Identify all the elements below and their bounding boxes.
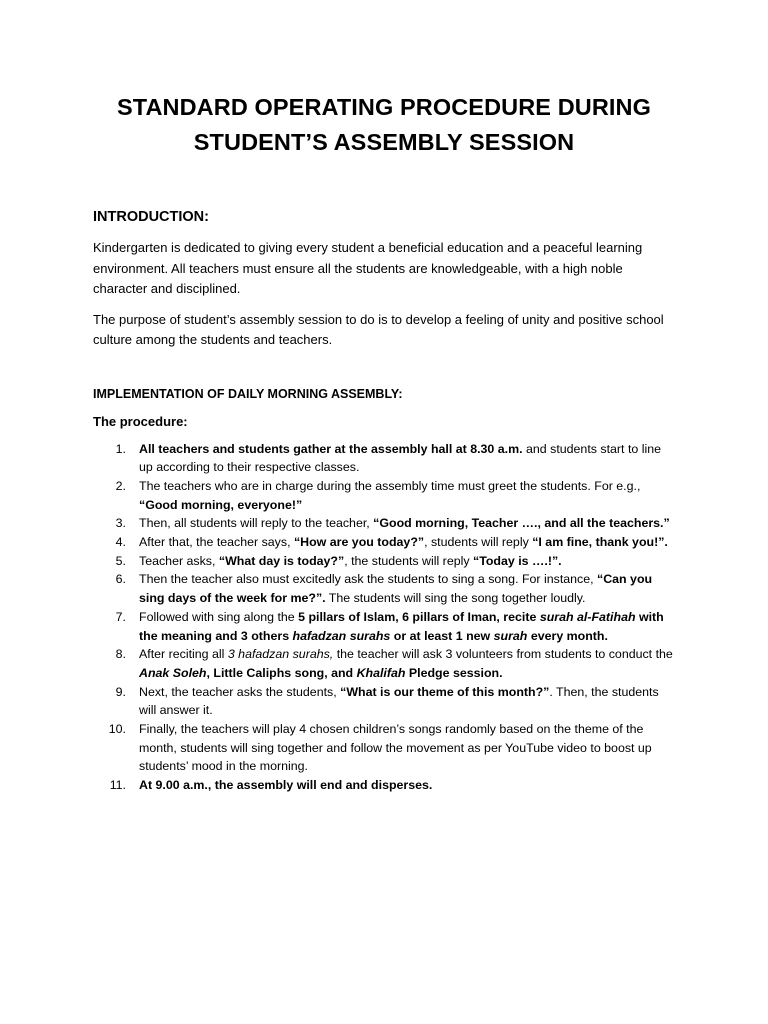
- step-text: Khalifah: [356, 665, 406, 680]
- step-text: , Little Caliphs song, and: [206, 665, 357, 680]
- step-text: All teachers and students gather at the assembly hall at 8.30 a.m.: [139, 441, 523, 456]
- document-title: [93, 0, 675, 160]
- step-text: “What is our theme of this month?”: [340, 684, 550, 699]
- procedure-step: [93, 533, 675, 552]
- step-number: 10.: [108, 722, 126, 737]
- introduction-paragraph-2: The purpose of student’s assembly session to do is to develop a feeling of unity and positive school culture among the students and teachers.: [93, 311, 664, 347]
- step-text: “What day is today?”: [218, 553, 345, 568]
- step-text: and students start to line up according to their respective classes.: [139, 441, 662, 475]
- step-text: Finally, the teachers will play 4 chosen children’s songs randomly based on the theme of the month, students will sing together and follow the movement as per YouTube video to boost up students’ mood in the morning.: [139, 722, 652, 774]
- step-text: with the meaning and 3 others: [139, 609, 664, 643]
- step-text: 5 pillars of Islam, 6 pillars of Iman, recite: [298, 609, 540, 624]
- step-text: After that, the teacher says,: [139, 535, 294, 550]
- step-text: Teacher asks,: [139, 553, 219, 568]
- step-text: Next, the teacher asks the students,: [139, 684, 341, 699]
- procedure-step: [93, 570, 675, 607]
- step-text: “Good morning, everyone!”: [139, 497, 303, 512]
- step-number: 1.: [115, 441, 126, 456]
- step-number: 6.: [115, 572, 126, 587]
- step-text: Pledge session.: [405, 665, 503, 680]
- title-line-1: STANDARD OPERATING PROCEDURE DURING: [116, 94, 651, 120]
- step-text: or at least 1 new: [390, 628, 494, 643]
- step-text: “Can you sing days of the week for me?”.: [139, 572, 653, 606]
- step-text: “How are you today?”: [293, 535, 425, 550]
- procedure-step: [93, 608, 675, 645]
- step-text: Then the teacher also must excitedly ask the students to sing a song. For instance,: [139, 572, 598, 587]
- step-text: surah al-Fatihah: [539, 609, 636, 624]
- step-text: Then, all students will reply to the teacher,: [139, 516, 374, 531]
- procedure-step: [93, 776, 675, 795]
- procedure-heading: The procedure:: [93, 413, 188, 429]
- procedure-step: [93, 552, 675, 571]
- step-text: 3 hafadzan surahs,: [227, 647, 334, 662]
- step-text: every month.: [527, 628, 608, 643]
- step-text: Followed with sing along the: [139, 609, 299, 624]
- step-text: . Then, the students will answer it.: [139, 684, 659, 718]
- step-text: The students will sing the song together loudly.: [325, 591, 586, 606]
- step-text: hafadzan surahs: [292, 628, 391, 643]
- procedure-list: [93, 440, 675, 795]
- step-number: 8.: [115, 647, 126, 662]
- procedure-step: [93, 720, 675, 776]
- step-text: After reciting all: [139, 647, 228, 662]
- procedure-step: [93, 514, 675, 533]
- step-text: the teacher will ask 3 volunteers from students to conduct the: [333, 647, 673, 662]
- procedure-step: [93, 440, 675, 477]
- introduction-heading: INTRODUCTION:: [93, 209, 209, 225]
- step-text: The teachers who are in charge during the assembly time must greet the students. For e.g.,: [139, 478, 641, 493]
- step-text: “Today is ….!”.: [473, 553, 562, 568]
- step-number: 4.: [115, 535, 126, 550]
- introduction-paragraph-1: Kindergarten is dedicated to giving every student a beneficial education and a peaceful learning environment. All teachers must ensure all the students are knowledgeable, with a high noble character and disciplined.: [93, 240, 643, 296]
- step-text: surah: [493, 628, 528, 643]
- step-text: , students will reply: [424, 535, 533, 550]
- step-text: Anak Soleh: [139, 665, 207, 680]
- step-number: 9.: [115, 684, 126, 699]
- step-text: , the students will reply: [344, 553, 473, 568]
- procedure-step: [93, 645, 675, 682]
- step-number: 11.: [109, 778, 126, 793]
- step-number: 7.: [115, 609, 126, 624]
- step-text: “Good morning, Teacher …., and all the teachers.”: [373, 516, 670, 531]
- step-text: “I am fine, thank you!”.: [532, 535, 668, 550]
- step-text: At 9.00 a.m., the assembly will end and disperses.: [139, 778, 433, 793]
- implementation-heading: IMPLEMENTATION OF DAILY MORNING ASSEMBLY:: [93, 386, 403, 401]
- procedure-step: [93, 477, 675, 514]
- step-number: 5.: [115, 553, 126, 568]
- procedure-step: [93, 683, 675, 720]
- step-number: 3.: [115, 516, 126, 531]
- title-line-2: STUDENT’S ASSEMBLY SESSION: [193, 129, 575, 155]
- step-number: 2.: [115, 478, 126, 493]
